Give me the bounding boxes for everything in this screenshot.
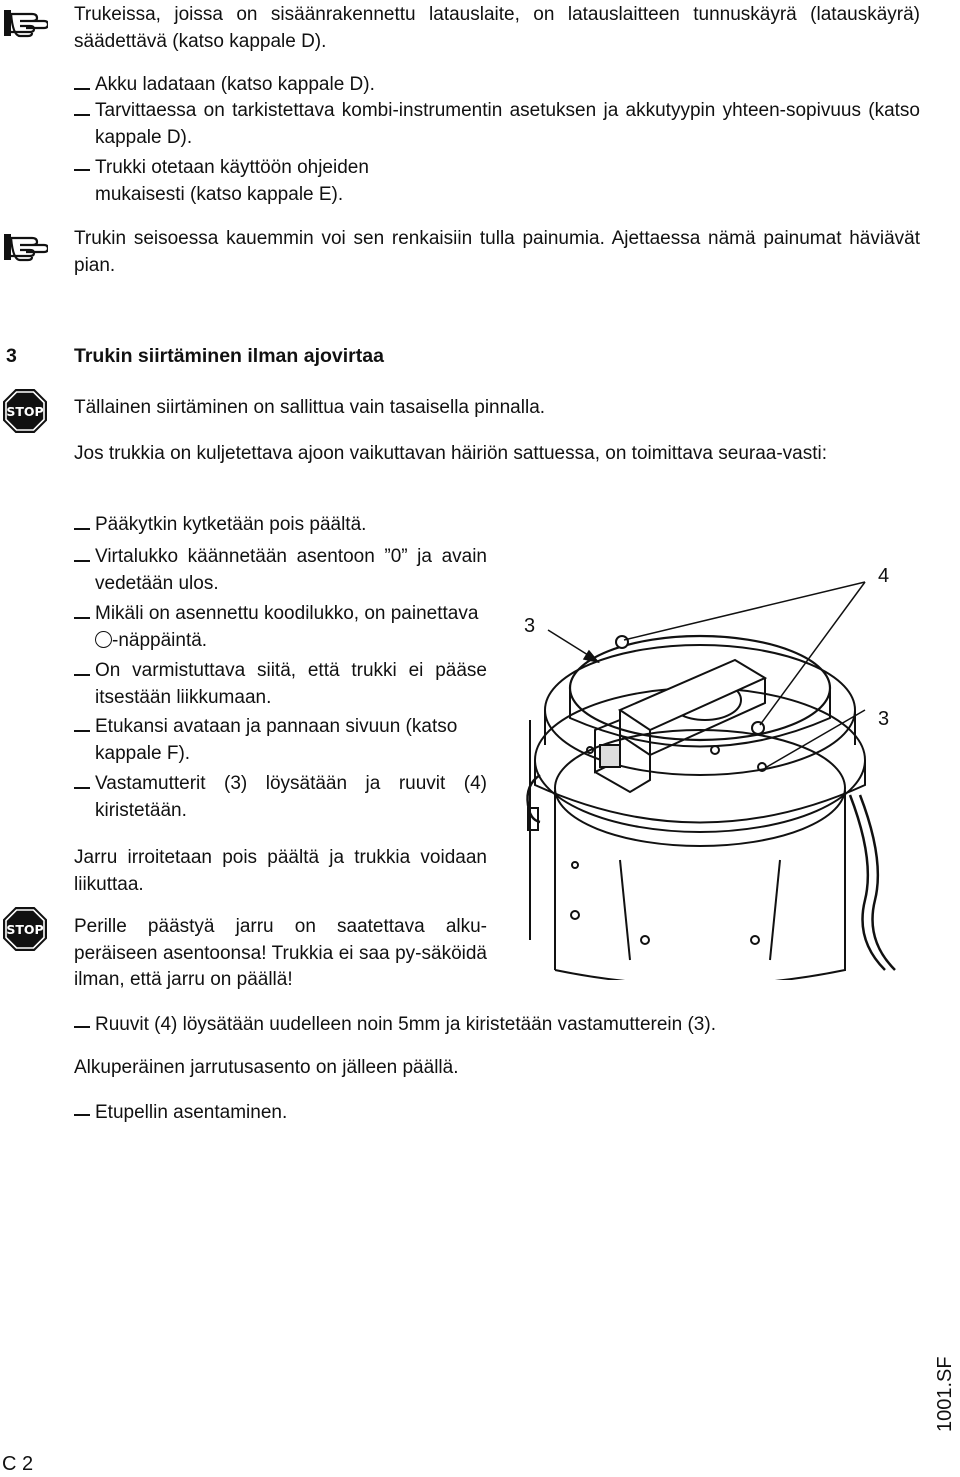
callout-4: 4 bbox=[878, 565, 890, 587]
brake-release-text: Jarru irroitetaan pois päältä ja trukkia voidaan liikuttaa. bbox=[74, 847, 487, 895]
list-item: Tarvittaessa on tarkistettava kombi-instrumentin asetuksen ja akkutyypin yhteen-sopivuus (katso kappale D). bbox=[95, 100, 920, 148]
section-number: 3 bbox=[6, 345, 17, 367]
step-dash bbox=[74, 787, 90, 789]
step-dash bbox=[74, 730, 90, 732]
o-key-symbol bbox=[95, 631, 112, 648]
final-step: Ruuvit (4) löysätään uudelleen noin 5mm ja kiristetään vastamutterein (3). bbox=[95, 1014, 716, 1035]
brake-assembly-figure bbox=[500, 560, 900, 980]
step-item bbox=[95, 601, 487, 654]
step-text: Mikäli on asennettu koodilukko, on painettava bbox=[95, 603, 479, 624]
pointing-hand-icon bbox=[4, 228, 48, 264]
document-code: 1001.SF bbox=[934, 1356, 956, 1432]
stop-note: Perille päästyä jarru on saatettava alku-peräiseen asentoonsa! Trukkia ei saa py-säköidä ilman, että jarru on päällä! bbox=[74, 916, 487, 990]
stop-note: Tällainen siirtäminen on sallittua vain tasaisella pinnalla. bbox=[74, 397, 546, 418]
step-item: Virtalukko käännetään asentoon ”0” ja avain vedetään ulos. bbox=[95, 546, 487, 594]
step-text: -näppäintä. bbox=[112, 629, 208, 651]
svg-text:STOP: STOP bbox=[6, 404, 44, 419]
callout-3-right: 3 bbox=[878, 708, 890, 730]
tyre-note: Trukin seisoessa kauemmin voi sen renkaisiin tulla painumia. Ajettaessa nämä painumat häviävät pian. bbox=[74, 228, 920, 276]
stop-sign-icon bbox=[2, 906, 48, 952]
list-item: Akku ladataan (katso kappale D). bbox=[95, 74, 375, 95]
step-dash bbox=[74, 1114, 90, 1116]
pointing-hand-icon bbox=[4, 4, 48, 40]
step-dash bbox=[74, 674, 90, 676]
step-item: Pääkytkin kytketään pois päältä. bbox=[95, 514, 367, 535]
callout-3-left: 3 bbox=[524, 615, 536, 637]
svg-text:STOP: STOP bbox=[6, 922, 44, 937]
step-dash bbox=[74, 617, 90, 619]
page-number: C 2 bbox=[2, 1453, 34, 1475]
step-dash bbox=[74, 560, 90, 562]
step-item: On varmistuttava siitä, että trukki ei pääse itsestään liikkumaan. bbox=[95, 660, 487, 708]
step-dash bbox=[74, 1026, 90, 1028]
intro-paragraph: Jos trukkia on kuljetettava ajoon vaikuttavan häiriön sattuessa, on toimittava seuraa-vasti: bbox=[74, 443, 828, 464]
section-title: Trukin siirtäminen ilman ajovirtaa bbox=[74, 345, 384, 367]
list-item: Trukki otetaan käyttöön ohjeiden mukaisesti (katso kappale E). bbox=[95, 157, 369, 205]
step-dash bbox=[74, 528, 90, 530]
closing-step: Etupellin asentaminen. bbox=[95, 1102, 288, 1123]
list-dash bbox=[74, 88, 90, 90]
restored-text: Alkuperäinen jarrutusasento on jälleen päällä. bbox=[74, 1057, 459, 1078]
charger-note: Trukeissa, joissa on sisäänrakennettu latauslaite, on latauslaitteen tunnuskäyrä (latauskäyrä) säädettävä (katso kappale D). bbox=[74, 4, 920, 52]
step-item: Etukansi avataan ja pannaan sivuun (katso kappale F). bbox=[95, 716, 458, 764]
step-item: Vastamutterit (3) löysätään ja ruuvit (4) kiristetään. bbox=[95, 773, 487, 821]
list-dash bbox=[74, 114, 90, 116]
list-dash bbox=[74, 169, 90, 171]
stop-sign-icon bbox=[2, 388, 48, 434]
